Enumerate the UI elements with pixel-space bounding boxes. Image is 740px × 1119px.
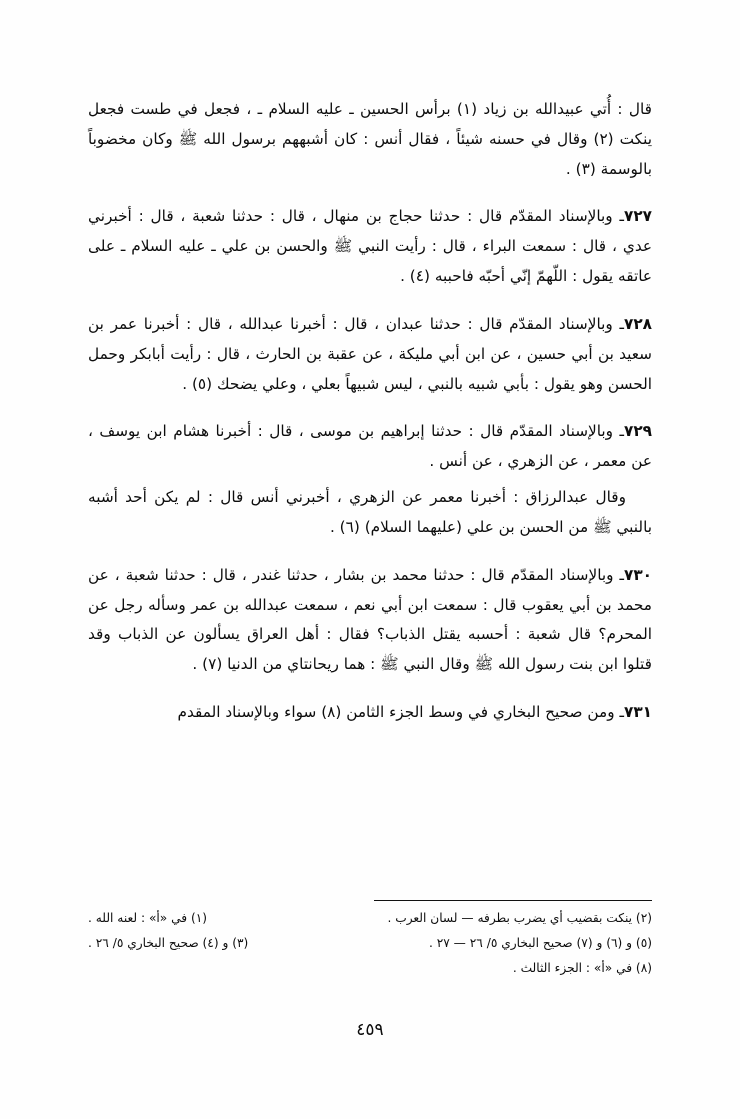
hadith-729-continuation <box>88 483 652 543</box>
page-body <box>88 95 652 734</box>
hadith-number: ٧٢٧ <box>623 207 652 226</box>
footnote-entry: (٥) و (٦) و (٧) صحيح البخاري ٥/ ٢٦ — ٢٧ . <box>428 936 652 951</box>
footnote-entry: (٣) و (٤) صحيح البخاري ٥/ ٢٦ . <box>88 936 249 951</box>
hadith-730 <box>88 561 652 680</box>
footnote-divider <box>374 900 652 901</box>
footnote-entry: (٢) ينكت بقضيب أي يضرب بطرفه — لسان العرب . <box>387 911 652 925</box>
hadith-728 <box>88 310 652 399</box>
paragraph-text: ـ وبالإسناد المقدّم قال : حدثنا حجاج بن منهال ، قال : حدثنا شعبة ، قال : أخبرني عدي ، قال : سمعت البراء ، قال : رأيت النبي ﷺ والحسن بن علي ـ عليه السلام ـ على عاتقه يقول : اللّهمّ إنّي أحبّه فاحببه (٤) . <box>88 207 652 286</box>
footnote-entry: (٨) في «أ» : الجزء الثالث . <box>512 961 652 976</box>
paragraph-text: ـ ومن صحيح البخاري في وسط الجزء الثامن (٨) سواء وبالإسناد المقدم <box>177 703 624 722</box>
footnote-area <box>88 906 652 981</box>
hadith-number: ٧٣١ <box>623 703 652 722</box>
paragraph-text: ـ وبالإسناد المقدّم قال : حدثنا محمد بن بشار ، حدثنا غندر ، قال : حدثنا شعبة ، عن محمد بن أبي يعقوب قال : سمعت ابن أبي نعم ، سمعت عبدالله بن عمر وسأله رجل عن المحرم؟ قال شعبة : أحسبه يقتل الذباب؟ فقال : أهل العراق يسألون عن الذباب وقد قتلوا ابن بنت رسول الله ﷺ وقال النبي ﷺ : هما ريحانتاي من الدنيا (٧) . <box>88 565 652 674</box>
footnote-row <box>88 906 652 931</box>
hadith-727 <box>88 202 652 291</box>
hadith-number: ٧٣٠ <box>623 565 652 584</box>
hadith-729 <box>88 417 652 477</box>
page-number: ٤٥٩ <box>356 1020 384 1040</box>
footnote-row <box>88 931 652 956</box>
paragraph-text: ـ وبالإسناد المقدّم قال : حدثنا إبراهيم بن موسى ، قال : أخبرنا هشام ابن يوسف ، عن معمر ، عن الزهري ، عن أنس . <box>88 422 652 471</box>
paragraph-text: قال : أُتي عبيدالله بن زياد (١) برأس الحسين ـ عليه السلام ـ ، فجعل في طست فجعل ينكت (٢) وقال في حسنه شيئاً ، فقال أنس : كان أشبههم برسول الله ﷺ وكان مخضوباً بالوسمة (٣) . <box>88 100 653 178</box>
footnote-row <box>88 956 652 981</box>
paragraph-text: وقال عبدالرزاق : أخبرنا معمر عن الزهري ، أخبرني أنس قال : لم يكن أحد أشبه بالنبي ﷺ من الحسن بن علي (عليهما السلام) (٦) . <box>88 488 652 536</box>
hadith-number: ٧٢٨ <box>623 314 652 333</box>
hadith-number: ٧٢٩ <box>623 422 652 441</box>
hadith-731 <box>88 698 652 728</box>
footnote-entry: (١) في «أ» : لعنه الله . <box>88 911 208 925</box>
paragraph-text: ـ وبالإسناد المقدّم قال : حدثنا عبدان ، قال : أخبرنا عبدالله ، قال : أخبرنا عمر بن سعيد بن أبي حسين ، عن ابن أبي مليكة ، عن عقبة بن الحارث ، قال : رأيت أبابكر وحمل الحسن وهو يقول : بأبي شبيه بالنبي ، ليس شبيهاً بعلي ، وعلي يضحك (٥) . <box>88 314 652 393</box>
paragraph-intro <box>88 95 652 184</box>
